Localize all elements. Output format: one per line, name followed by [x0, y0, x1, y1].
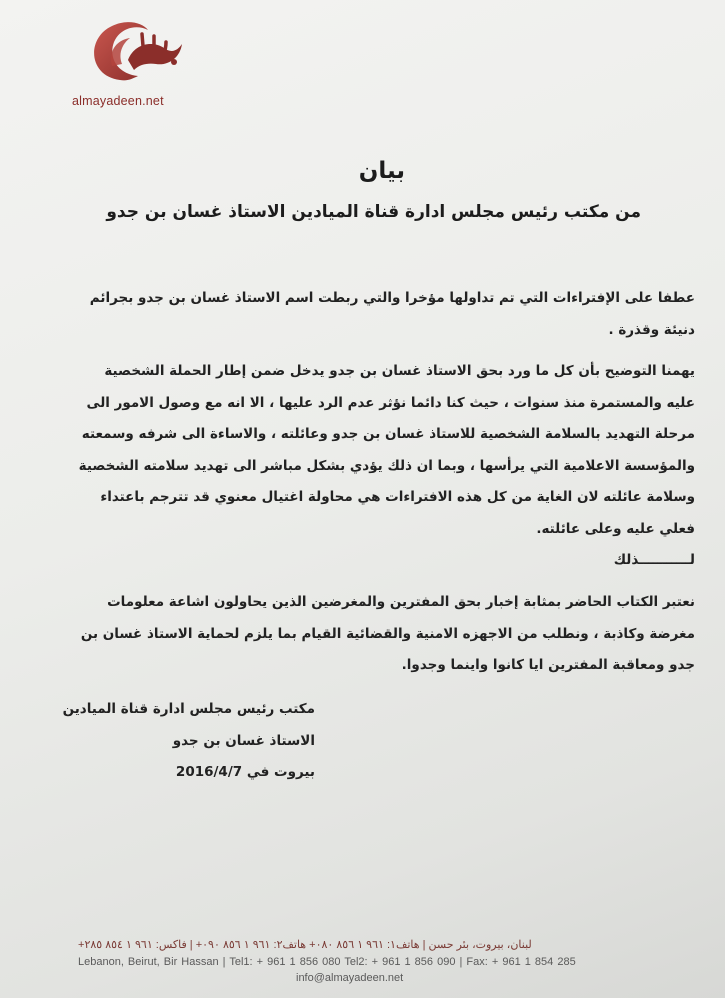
text-line: نعتبر الكتاب الحاضر بمثابة إخبار بحق المفترين والمغرضين الذين يحاولون اشاعة معلومات — [107, 594, 695, 610]
footer-english-address: Lebanon, Beirut, Bir Hassan | Tel1: + 961 1 856 080 Tel2: + 961 1 856 090 | Fax: + 961 1 854 285 — [78, 956, 576, 968]
text-line: فعلي عليه وعلى عائلته. — [536, 520, 695, 537]
text-line: دنيئة وقذرة . — [608, 321, 695, 338]
signature-block — [63, 694, 315, 789]
text-line: والمؤسسة الاعلامية التي يرأسها ، وبما ان ذلك يؤدي بشكل مباشر الى تهديد سلامته الشخصية — [78, 457, 695, 474]
text-line: عليه والمستمرة منذ سنوات ، حيث كنا دائما نؤثر عدم الرد عليها ، الا انه مع وصول الامور الى — [86, 394, 695, 411]
text-line: عطفا على الإفتراءات التي تم تداولها مؤخرا والتي ربطت اسم الاستاذ غسان بن جدو بجرائم — [89, 290, 695, 306]
signature-line: مكتب رئيس مجلس ادارة قناة الميادين — [62, 701, 315, 717]
text-line: مرحلة التهديد بالسلامة الشخصية للاستاذ غسان بن جدو وعائلته ، والاساءة الى شرفه وسمعته — [81, 426, 695, 442]
text-line: مغرضة وكاذبة ، ونطلب من الاجهزه الامنية والقضائية القيام بما يلزم لحماية الاستاذ غسان بن — [80, 625, 695, 642]
text-line: جدو ومعاقبة المفترين ايا كانوا واينما وجدوا. — [401, 657, 695, 673]
paragraph-intro — [89, 283, 695, 346]
footer-arabic-address: لبنان، بيروت، بئر حسن | هاتف١: ٩٦١ ١ ٨٥٦ ٠٨٠+ هاتف٢: ٩٦١ ١ ٨٥٦ ٠٩٠+ | فاكس: ٩٦١ ١ ٨٥٤ ٢٨٥+ — [78, 939, 532, 951]
paragraph-request — [80, 587, 695, 682]
text-line: لـــــــــــذلك — [613, 552, 695, 568]
text-line: يهمنا التوضيح بأن كل ما ورد بحق الاستاذ غسان بن جدو يدخل ضمن إطار الحملة الشخصية — [104, 363, 695, 379]
almayadeen-logo — [82, 14, 192, 86]
text-line: وسلامة عائلته لان الغاية من كل هذه الافتراءات هي محاولة اغتيال معنوي قد تترجم باعتداء — [100, 489, 695, 505]
footer-email[interactable]: info@almayadeen.net — [296, 972, 404, 984]
site-url[interactable]: almayadeen.net — [72, 94, 164, 108]
signature-date: بيروت في 2016/4/7 — [175, 764, 315, 780]
document-subtitle: من مكتب رئيس مجلس ادارة قناة الميادين الاستاذ غسان بن جدو — [106, 202, 641, 222]
letterhead-footer — [78, 938, 638, 984]
signature-line: الاستاذ غسان بن جدو — [172, 732, 315, 749]
document-title: بيان — [358, 158, 405, 184]
paragraph-clarification — [78, 356, 695, 577]
